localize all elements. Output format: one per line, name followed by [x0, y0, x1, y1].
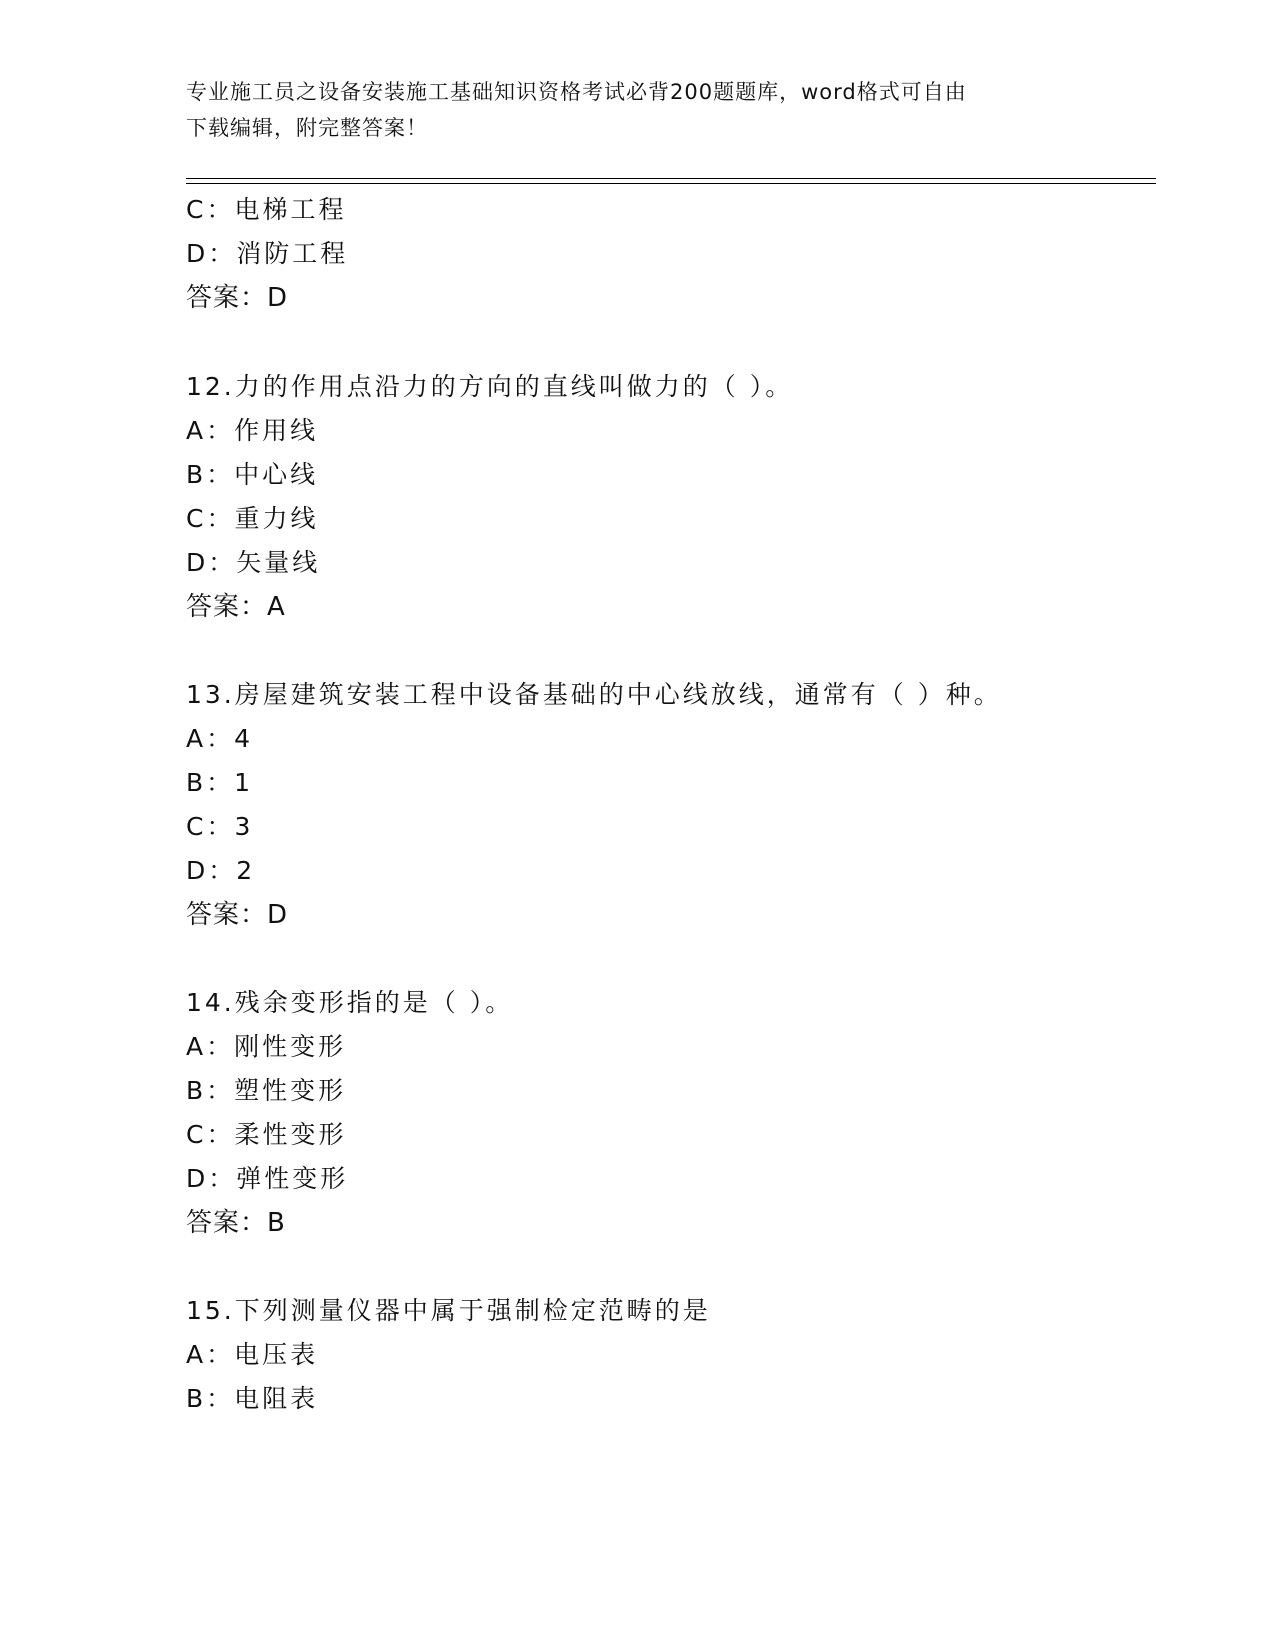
q14-question: 14.残余变形指的是（ ）。: [186, 988, 514, 1017]
q14-answer: 答案：B: [186, 1208, 286, 1238]
q11-option-c: C：电梯工程: [186, 195, 347, 224]
header-divider-bottom: [186, 183, 1156, 184]
q12-option-c: C：重力线: [186, 504, 319, 533]
q12-option-b: B：中心线: [186, 460, 319, 489]
q13-option-b: B：1: [186, 768, 254, 797]
q13-option-d: D：2: [186, 856, 256, 885]
header-title-line2: 下载编辑，附完整答案！: [186, 116, 428, 140]
document-header: [186, 74, 1066, 146]
q11-answer: 答案：D: [186, 283, 289, 313]
q13-option-a: A：4: [186, 724, 254, 753]
q13-question: 13.房屋建筑安装工程中设备基础的中心线放线，通常有（ ）种。: [186, 680, 1002, 709]
q12-option-a: A：作用线: [186, 416, 319, 445]
q14-option-b: B：塑性变形: [186, 1076, 347, 1105]
q12-answer: 答案：A: [186, 592, 286, 622]
q15-option-a: A：电压表: [186, 1340, 319, 1369]
q15-option-b: B：电阻表: [186, 1384, 319, 1413]
q13-option-c: C：3: [186, 812, 254, 841]
header-divider-top: [186, 178, 1156, 179]
q15-question: 15.下列测量仪器中属于强制检定范畴的是: [186, 1296, 711, 1325]
header-title-line1: 专业施工员之设备安装施工基础知识资格考试必背200题题库，word格式可自由: [186, 80, 967, 104]
q12-option-d: D：矢量线: [186, 548, 321, 577]
q14-option-d: D：弹性变形: [186, 1164, 349, 1193]
q12-question: 12.力的作用点沿力的方向的直线叫做力的（ ）。: [186, 372, 794, 401]
q14-option-a: A：刚性变形: [186, 1032, 347, 1061]
q11-option-d: D：消防工程: [186, 239, 349, 268]
q14-option-c: C：柔性变形: [186, 1120, 347, 1149]
q13-answer: 答案：D: [186, 900, 289, 930]
